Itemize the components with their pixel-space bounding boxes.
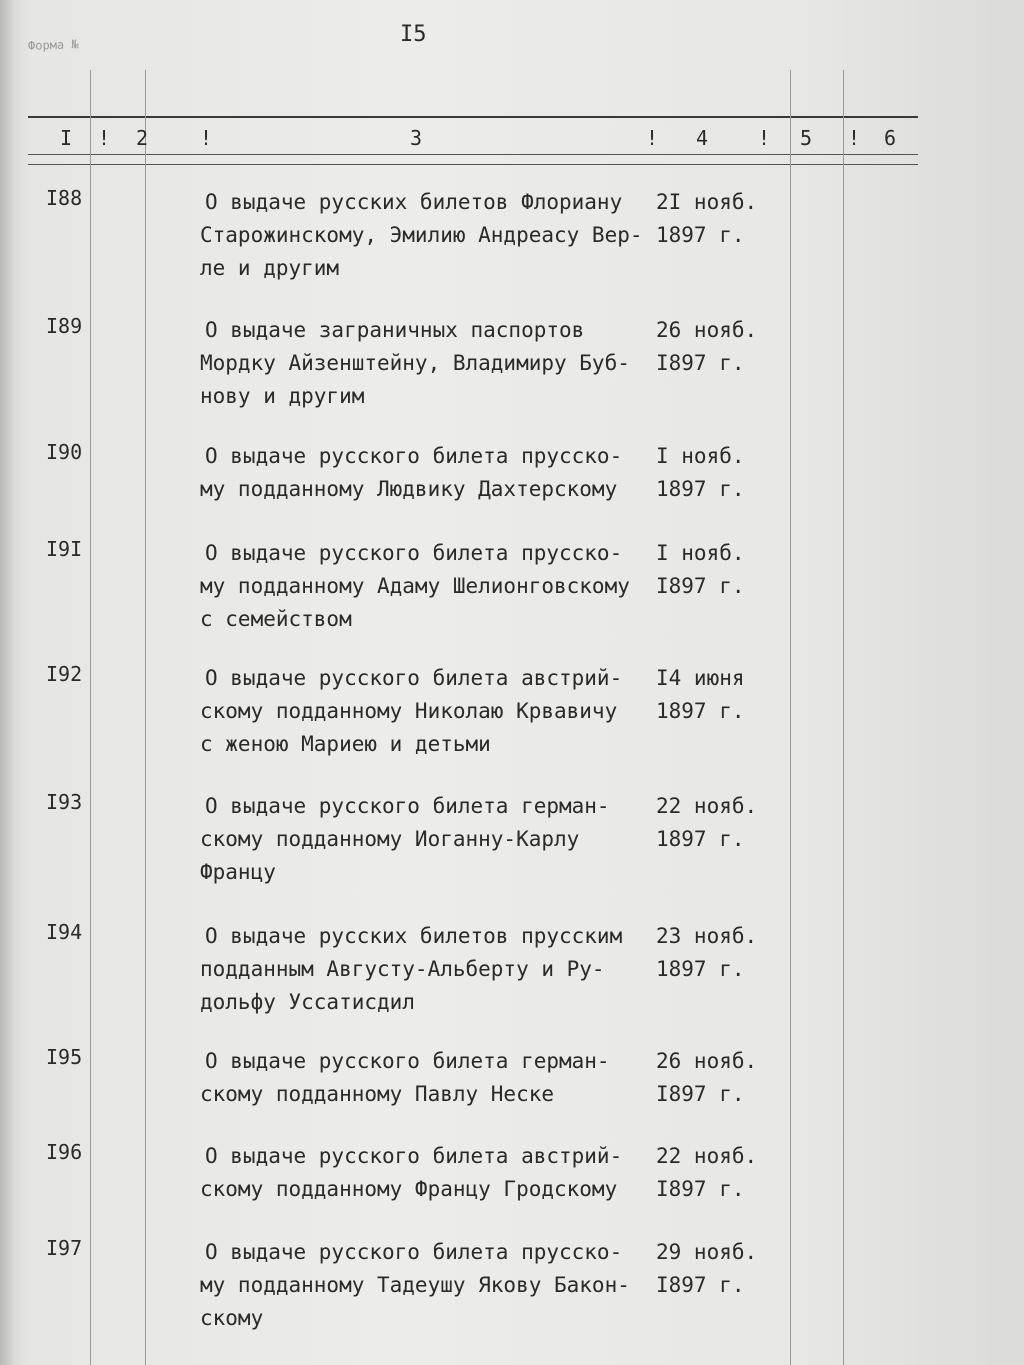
record-date-line: 29 нояб. bbox=[656, 1240, 758, 1264]
record-number: I9I bbox=[46, 537, 83, 561]
header-separator: ! bbox=[758, 126, 771, 150]
column-divider bbox=[790, 70, 791, 1365]
header-column-number: 4 bbox=[696, 126, 709, 150]
header-top-rule bbox=[28, 116, 918, 118]
column-divider bbox=[145, 70, 146, 1365]
record-description-line: подданным Августу-Альберту и Ру- bbox=[200, 957, 605, 981]
record-description-line: ле и другим bbox=[200, 256, 340, 280]
header-column-number: 6 bbox=[884, 126, 897, 150]
record-number: I90 bbox=[46, 440, 83, 464]
record-description-line: дольфу Уссатисдил bbox=[200, 990, 415, 1014]
record-date-line: 26 нояб. bbox=[656, 318, 758, 342]
record-description-line: О выдаче русского билета прусско- bbox=[205, 541, 623, 565]
header-bottom-rule bbox=[28, 164, 918, 165]
header-separator: ! bbox=[646, 126, 659, 150]
record-date-line: 2I нояб. bbox=[656, 190, 758, 214]
header-column-number: 3 bbox=[410, 126, 423, 150]
record-date-line: 22 нояб. bbox=[656, 1144, 758, 1168]
record-number: I93 bbox=[46, 790, 83, 814]
record-description-line: Францу bbox=[200, 860, 276, 884]
record-date-line: I897 г. bbox=[656, 1082, 745, 1106]
form-label: Форма № bbox=[27, 37, 79, 53]
record-description-line: Старожинскому, Эмилию Андреасу Вер- bbox=[200, 223, 643, 247]
record-description-line: с женою Мариею и детьми bbox=[200, 732, 491, 756]
record-date-line: 1897 г. bbox=[656, 223, 745, 247]
header-separator: ! bbox=[848, 126, 861, 150]
record-description-line: О выдаче русских билетов Флориану bbox=[205, 190, 623, 214]
record-description-line: О выдаче русского билета прусско- bbox=[205, 444, 623, 468]
record-date-line: I нояб. bbox=[656, 541, 745, 565]
record-description-line: скому bbox=[200, 1306, 264, 1330]
record-date-line: 1897 г. bbox=[656, 477, 745, 501]
column-divider bbox=[843, 70, 844, 1365]
record-description-line: О выдаче русского билета австрий- bbox=[205, 1144, 623, 1168]
column-divider bbox=[90, 70, 91, 1365]
record-date-line: I4 июня bbox=[656, 666, 745, 690]
record-description-line: О выдаче русских билетов прусским bbox=[205, 924, 623, 948]
record-description-line: О выдаче русского билета герман- bbox=[205, 1049, 610, 1073]
record-date-line: I897 г. bbox=[656, 351, 745, 375]
header-mid-rule bbox=[28, 154, 918, 155]
record-date-line: I897 г. bbox=[656, 1177, 745, 1201]
record-date-line: 1897 г. bbox=[656, 957, 745, 981]
record-number: I89 bbox=[46, 314, 83, 338]
record-description-line: с семейством bbox=[200, 607, 352, 631]
record-date-line: 1897 г. bbox=[656, 827, 745, 851]
header-column-number: 2 bbox=[136, 126, 149, 150]
record-number: I92 bbox=[46, 662, 83, 686]
record-description-line: О выдаче русского билета герман- bbox=[205, 794, 610, 818]
record-description-line: скому подданному Павлу Неске bbox=[200, 1082, 555, 1106]
record-number: I97 bbox=[46, 1236, 83, 1260]
record-number: I96 bbox=[46, 1140, 83, 1164]
header-column-number: 5 bbox=[800, 126, 813, 150]
page-number: I5 bbox=[400, 22, 427, 47]
record-date-line: I нояб. bbox=[656, 444, 745, 468]
record-description-line: О выдаче русского билета прусско- bbox=[205, 1240, 623, 1264]
record-description-line: Мордку Айзенштейну, Владимиру Буб- bbox=[200, 351, 630, 375]
record-description-line: О выдаче русского билета австрий- bbox=[205, 666, 623, 690]
record-description-line: му подданному Тадеушу Якову Бакон- bbox=[200, 1273, 630, 1297]
record-number: I88 bbox=[46, 186, 83, 210]
record-date-line: 1897 г. bbox=[656, 699, 745, 723]
page-binding-edge bbox=[0, 0, 14, 1365]
record-date-line: I897 г. bbox=[656, 1273, 745, 1297]
record-description-line: скому подданному Иоганну-Карлу bbox=[200, 827, 580, 851]
record-description-line: О выдаче заграничных паспортов bbox=[205, 318, 585, 342]
header-separator: ! bbox=[98, 126, 111, 150]
header-separator: ! bbox=[200, 126, 213, 150]
record-number: I94 bbox=[46, 920, 83, 944]
record-description-line: скому подданному Францу Гродскому bbox=[200, 1177, 618, 1201]
header-column-number: I bbox=[60, 126, 73, 150]
record-date-line: 23 нояб. bbox=[656, 924, 758, 948]
record-number: I95 bbox=[46, 1045, 83, 1069]
record-description-line: скому подданному Николаю Крвавичу bbox=[200, 699, 618, 723]
record-date-line: 26 нояб. bbox=[656, 1049, 758, 1073]
record-description-line: нову и другим bbox=[200, 384, 365, 408]
record-description-line: му подданному Людвику Дахтерскому bbox=[200, 477, 618, 501]
record-date-line: 22 нояб. bbox=[656, 794, 758, 818]
record-description-line: му подданному Адаму Шелионговскому bbox=[200, 574, 630, 598]
record-date-line: I897 г. bbox=[656, 574, 745, 598]
